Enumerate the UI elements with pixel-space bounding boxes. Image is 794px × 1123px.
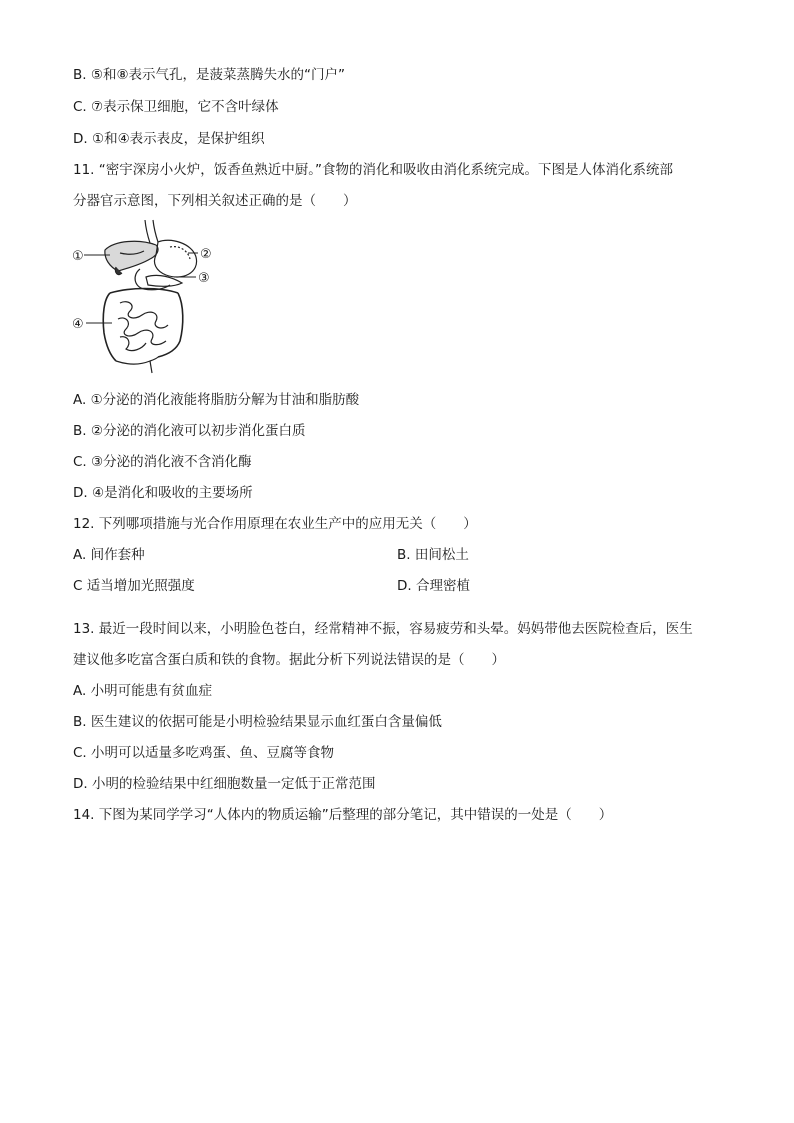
q12-option-d: D. 合理密植	[397, 578, 470, 594]
q13-option-a: A. 小明可能患有贫血症	[73, 683, 213, 699]
q10-option-d: D. ①和④表示表皮，是保护组织	[73, 131, 265, 147]
q12-option-c: C 适当增加光照强度	[73, 578, 195, 594]
figure-label-1: ①	[72, 249, 84, 264]
q12-option-a: A. 间作套种	[73, 547, 145, 563]
figure-label-3: ③	[198, 271, 210, 286]
q13-option-c: C. 小明可以适量多吃鸡蛋、鱼、豆腐等食物	[73, 745, 335, 761]
q11-option-c: C. ③分泌的消化液不含消化酶	[73, 454, 252, 470]
q10-option-c: C. ⑦表示保卫细胞，它不含叶绿体	[73, 99, 279, 115]
q13-stem-line-2: 建议他多吃富含蛋白质和铁的食物。据此分析下列说法错误的是（ ）	[73, 652, 505, 668]
q13-option-d: D. 小明的检验结果中红细胞数量一定低于正常范围	[73, 776, 376, 792]
q11-option-b: B. ②分泌的消化液可以初步消化蛋白质	[73, 423, 306, 439]
q11-stem-line-2: 分器官示意图，下列相关叙述正确的是（ ）	[73, 193, 357, 209]
q11-stem-line-1: 11. “密宇深房小火炉，饭香鱼熟近中厨。”食物的消化和吸收由消化系统完成。下图是人体消化系统部	[73, 162, 673, 178]
q13-option-b: B. 医生建议的依据可能是小明检验结果显示血红蛋白含量偏低	[73, 714, 442, 730]
q12-stem: 12. 下列哪项措施与光合作用原理在农业生产中的应用无关（ ）	[73, 516, 477, 532]
digestive-system-figure	[70, 215, 220, 375]
q14-stem: 14. 下图为某同学学习“人体内的物质运输”后整理的部分笔记，其中错误的一处是（ ）	[73, 807, 613, 823]
q13-stem-line-1: 13. 最近一段时间以来，小明脸色苍白，经常精神不振，容易疲劳和头晕。妈妈带他去医院检查后，医生	[73, 621, 693, 637]
q11-option-d: D. ④是消化和吸收的主要场所	[73, 485, 253, 501]
q11-option-a: A. ①分泌的消化液能将脂肪分解为甘油和脂肪酸	[73, 392, 360, 408]
figure-label-4: ④	[72, 317, 84, 332]
q12-option-b: B. 田间松土	[397, 547, 469, 563]
q10-option-b: B. ⑤和⑧表示气孔，是菠菜蒸腾失水的“门户”	[73, 67, 346, 83]
figure-label-2: ②	[200, 247, 212, 262]
